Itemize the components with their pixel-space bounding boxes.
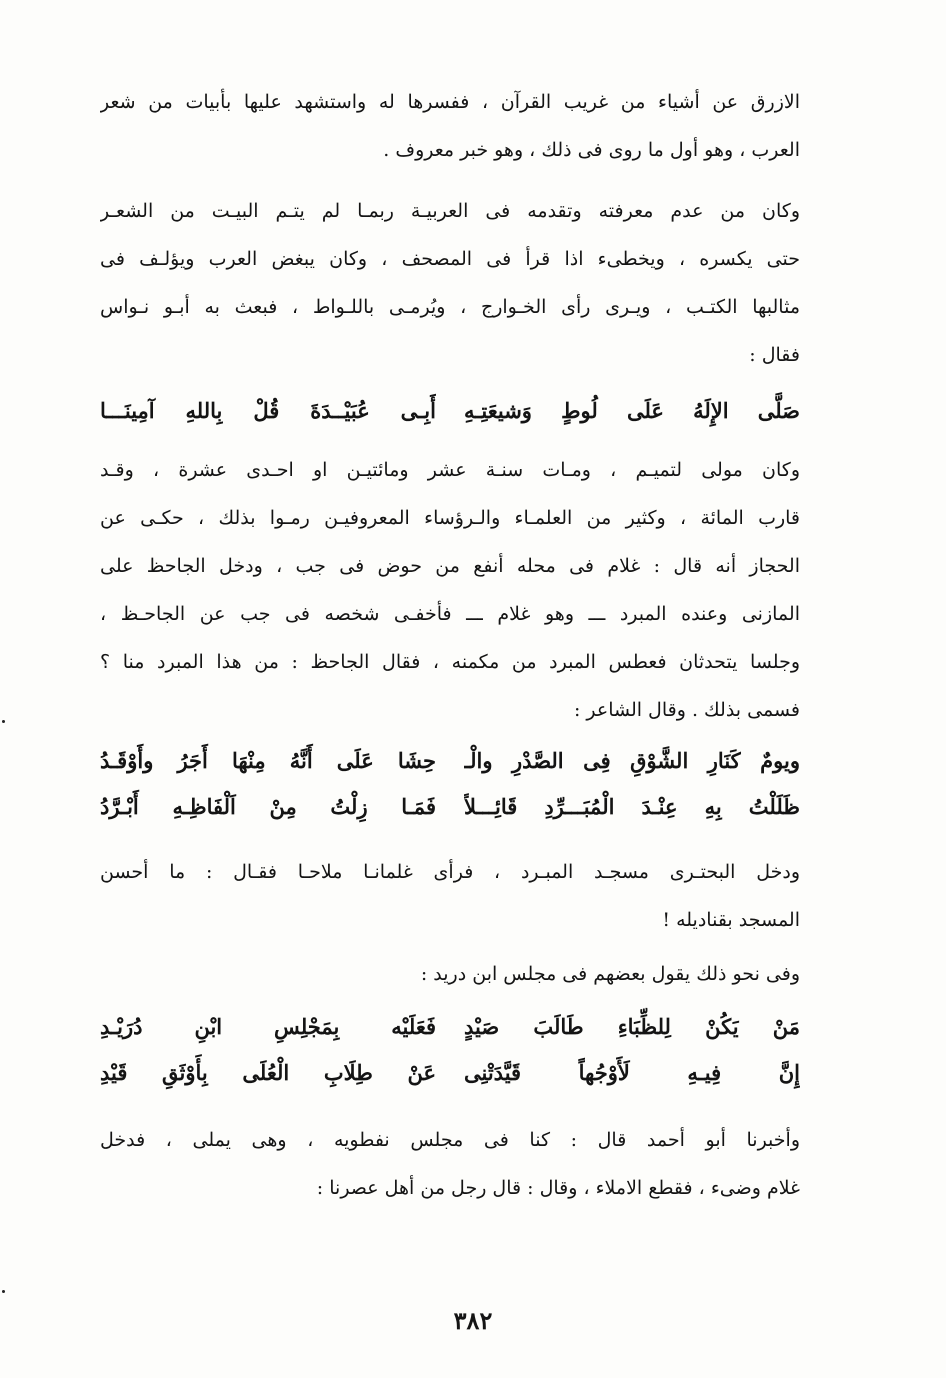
text-line: وأخبرنا أبو أحمد قال : كنا فى مجلس نفطويه ، وهى يملى ، فدخل [100,1129,800,1151]
text-line: غلام وضىء ، فقطع الاملاء ، وقال : قال رجل من أهل عصرنا : [316,1177,800,1199]
verse-second-hemistich: فَعَلَيْه بِمَجْلِسِ ابْنِ دُرَيْـدِ [100,1014,436,1039]
verse-3 [100,1004,800,1096]
verse-second-hemistich: فَمَـا زِلْتُ مِنْ اَلْفَاظِـهِ أَبْـرَّدُ [100,794,436,819]
paragraph-1 [100,78,800,174]
text-line: المازنى وعنده المبرد ـــ وهو غلام ـــ فأخفـى شخصه فى جب عن الجاحـظ ، [100,603,800,625]
paragraph-3 [100,446,800,734]
page-number: ٣٨٢ [453,1306,493,1335]
verse-line [100,1050,800,1096]
text-line: وفى نحو ذلك يقول بعضهم فى مجلس ابن دريد : [420,963,800,985]
text-line: وكان مولى لتميـم ، ومـات سنـة عشر ومائتيـن او احـدى عشرة ، وقـد [100,459,800,481]
text-line: وكان من عدم معرفته وتقدمه فى العربيـة ربمـا لم يتـم البيـت من الشعـر [100,200,800,222]
verse-line [100,1004,800,1050]
text-line: العرب ، وهو أول ما روى فى ذلك ، وهو خبر معروف . [383,139,800,161]
verse-first-hemistich: ظَلَلْتُ بِهِ عِنْـدَ الْمُبَـــرِّدِ قَائِـــلاً [464,794,800,819]
verse-2 [100,738,800,830]
text-line: المسجد بقناديله ! [662,909,800,931]
verse-first-hemistich: صَلَّى الإِلَهُ عَلَى لُوطٍ وَشيعَتِـهِ [464,398,800,423]
paragraph-5 [100,950,800,998]
verse-line [100,738,800,784]
paragraph-6 [100,1116,800,1212]
verse-second-hemistich: أَبِـى عُبَيْــدَةَ قُلْ بِاللهِ آمِينَـــا [100,398,436,423]
verse-first-hemistich: ويومٌ كَنَارِ الشَّوْقِ فِى الصَّدْرِ والْـ [464,748,800,773]
scan-mark [2,720,5,723]
scan-mark [2,1290,5,1293]
text-line: الحجاز أنه قال : غلام فى محله أنفع من حوض فى جب ، ودخل الجاحظ على [100,555,800,577]
verse-line [100,388,800,434]
text-line: ودخل البحتـرى مسجـد المبـرد ، فرأى غلمانـا ملاحـا فقـال : ما أحسن [100,861,800,883]
text-line: وجلسا يتحدثان فعطس المبرد من مكمنه ، فقال الجاحظ : من هذا المبرد منا ؟ [100,651,800,673]
verse-second-hemistich: حِشَا عَلَى أَنَّهُ مِنْهَا أَجَرُ وأَوْقَـدُ [100,748,436,773]
verse-second-hemistich: عَنْ طِلَابِ الْعُلَى بِأَوْثَقِ قَيْدِ [100,1060,436,1085]
paragraph-4 [100,848,800,944]
text-line: حتى يكسره ، ويخطىء اذا قرأ فى المصحف ، وكان يبغض العرب ويؤلـف فى [100,248,800,270]
text-line: الازرق عن أشياء من غريب القرآن ، ففسرها له واستشهد عليها بأبيات من شعر [100,91,800,113]
text-line: قارب المائة ، وكثير من العلمـاء والـرؤساء المعروفيـن رمـوا بذلك ، حكـى عن [100,507,800,529]
verse-line [100,784,800,830]
paragraph-2 [100,187,800,379]
verse-first-hemistich: إِنَّ فِيـهِ لَأَوْجُهاً قَيَّدَتْنِى [464,1060,800,1085]
verse-1 [100,388,800,434]
text-line: فقال : [749,344,800,366]
verse-first-hemistich: مَنْ يَكُنْ لِلظِّبَاءِ طَالَبَ صَيْدٍ [464,1014,800,1039]
text-line: مثالبها الكتـب ، ويـرى رأى الخـوارج ، ويُرمـى باللـواط ، فبعث به أبـو نـواس [100,296,800,318]
text-line: فسمى بذلك . وقال الشاعر : [573,699,800,721]
